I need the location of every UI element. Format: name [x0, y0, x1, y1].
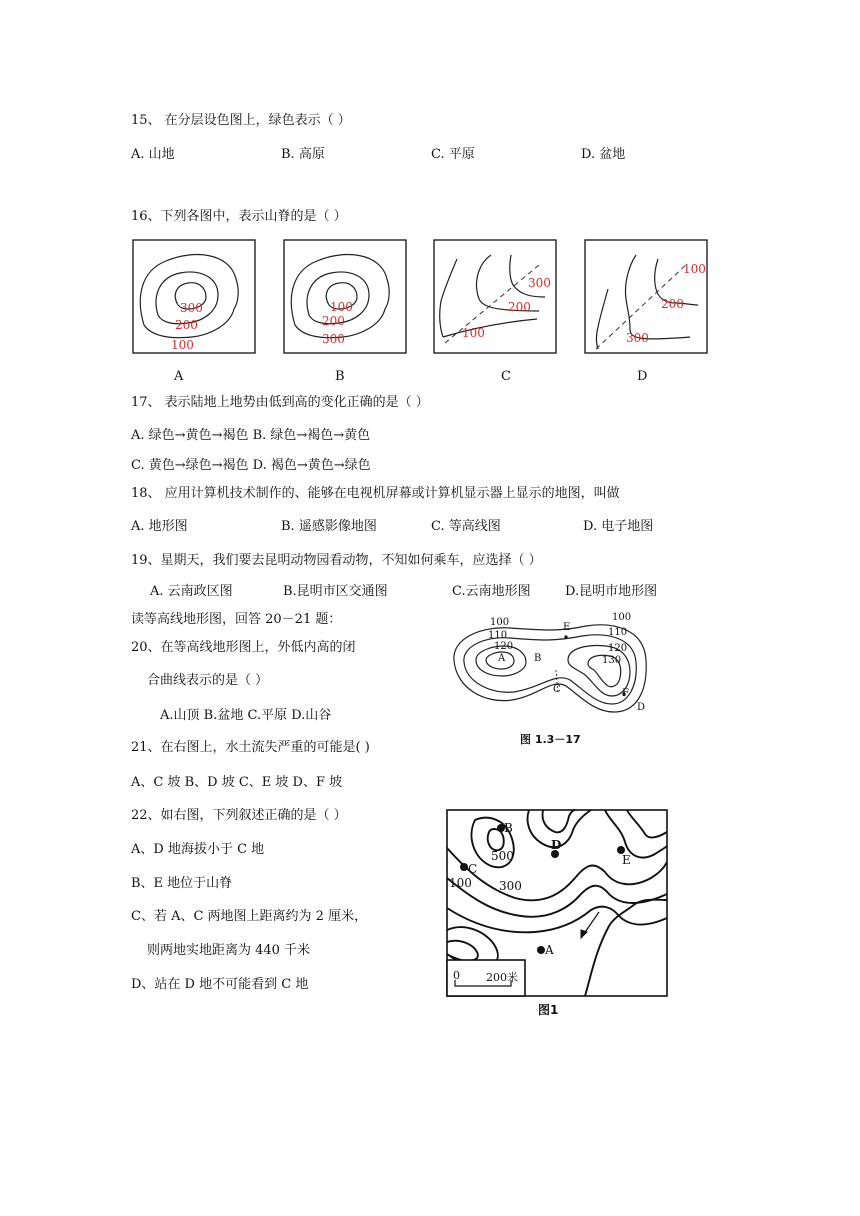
q16-figure-a-letter: A	[174, 369, 184, 384]
q20-options: A.山顶 B.盆地 C.平原 D.山谷	[160, 708, 332, 723]
q15-option-d: D. 盆地	[581, 147, 626, 162]
q22-option-c-line1: C、若 A、C 两地图上距离约为 2 厘米，	[131, 909, 368, 924]
map1-point-b: B	[534, 653, 542, 664]
map2-point-c: C	[468, 862, 478, 876]
q15-stem: 15、 在分层设色图上，绿色表示（ ）	[131, 113, 351, 128]
map1-point-a: A	[498, 653, 506, 664]
map1-point-e: E	[563, 622, 571, 633]
fig-d-label-3: 300	[626, 331, 649, 345]
fig-a-label-3: 100	[171, 338, 194, 352]
fig-b-label-1: 100	[330, 300, 353, 314]
map1-caption: 图 1.3－17	[520, 733, 581, 746]
map1-label-120-right: 120	[608, 643, 628, 654]
q17-stem: 17、 表示陆地上地势由低到高的变化正确的是（ ）	[131, 395, 429, 410]
q17-options-line1: A. 绿色→黄色→褐色 B. 绿色→褐色→黄色	[131, 428, 371, 443]
map1-label-120-left: 120	[494, 641, 514, 652]
q15-option-a: A. 山地	[131, 147, 175, 162]
q17-options-line2: C. 黄色→绿色→褐色 D. 褐色→黄色→绿色	[131, 458, 371, 473]
fig-a-label-1: 300	[180, 301, 203, 315]
fig-b-label-2: 200	[322, 314, 345, 328]
map1-label-130: 130	[602, 655, 622, 666]
fig-c-label-2: 200	[508, 300, 531, 314]
q21-options: A、C 坡 B、D 坡 C、E 坡 D、F 坡	[131, 775, 343, 790]
q16-figure-b-letter: B	[335, 369, 345, 384]
map1-point-c: C	[553, 684, 561, 695]
q20-stem-line1: 20、在等高线地形图上，外低内高的闭	[131, 640, 356, 655]
q22-stem: 22、如右图，下列叙述正确的是（ ）	[131, 808, 347, 823]
fig-d-label-2: 200	[661, 297, 684, 311]
fig-a-label-2: 200	[175, 318, 198, 332]
q22-option-a: A、D 地海拔小于 C 地	[131, 842, 265, 857]
q16-stem: 16、下列各图中，表示山脊的是（ ）	[131, 209, 347, 224]
map2-label-300: 300	[499, 879, 522, 893]
q19-option-c: C.云南地形图	[452, 584, 531, 599]
map2-scale-200m: 200米	[486, 971, 518, 984]
q15-option-b: B. 高原	[281, 147, 325, 162]
intro-20-21: 读等高线地形图，回答 20－21 题：	[131, 612, 342, 627]
fig-b-label-3: 300	[322, 332, 345, 346]
fig-d-label-1: 100	[683, 262, 706, 276]
q16-figure-c	[433, 239, 557, 355]
q18-stem: 18、 应用计算机技术制作的、能够在电视机屏幕或计算机显示器上显示的地图，叫做	[131, 486, 620, 501]
map2-caption: 图1	[538, 1003, 559, 1017]
map2-point-a: A	[545, 943, 554, 957]
map1-label-110-right: 110	[608, 627, 628, 638]
q21-stem: 21、在右图上，水土流失严重的可能是( )	[131, 740, 370, 755]
map2-label-100: 100	[449, 876, 472, 890]
q18-option-a: A. 地形图	[131, 519, 188, 534]
map2-point-d: D	[551, 838, 562, 852]
map2-scale-zero: 0	[453, 969, 460, 982]
q19-option-a: A. 云南政区图	[150, 584, 233, 599]
q18-option-c: C. 等高线图	[431, 519, 501, 534]
q16-figure-b	[283, 239, 407, 355]
map1-label-100-right: 100	[612, 612, 632, 623]
map2-point-e: E	[622, 853, 631, 867]
q22-option-d: D、站在 D 地不可能看到 C 地	[131, 977, 309, 992]
fig-c-label-1: 300	[528, 276, 551, 290]
fig-c-label-3: 100	[462, 326, 485, 340]
q16-figure-a	[132, 239, 256, 355]
q22-option-c-line2: 则两地实地距离为 440 千米	[147, 943, 311, 958]
map1-point-f: F	[622, 688, 629, 699]
map1-label-110-left: 110	[488, 630, 508, 641]
map2-label-500: 500	[491, 849, 514, 863]
q22-option-b: B、E 地位于山脊	[131, 876, 233, 891]
q19-option-d: D.昆明市地形图	[565, 584, 658, 599]
q15-option-c: C. 平原	[431, 147, 475, 162]
q19-stem: 19、星期天，我们要去昆明动物园看动物，不知如何乘车，应选择（ ）	[131, 553, 542, 568]
map2-point-b: B	[504, 821, 513, 835]
q20-stem-line2: 合曲线表示的是（ ）	[147, 673, 269, 688]
q18-option-d: D. 电子地图	[583, 519, 654, 534]
q19-option-b: B.昆明市区交通图	[283, 584, 388, 599]
contour-map-2	[445, 808, 669, 998]
q18-option-b: B. 遥感影像地图	[281, 519, 377, 534]
map1-label-100-left: 100	[490, 617, 510, 628]
q16-figure-c-letter: C	[501, 369, 511, 384]
map1-point-d: D	[637, 702, 646, 713]
q16-figure-d-letter: D	[637, 369, 648, 384]
